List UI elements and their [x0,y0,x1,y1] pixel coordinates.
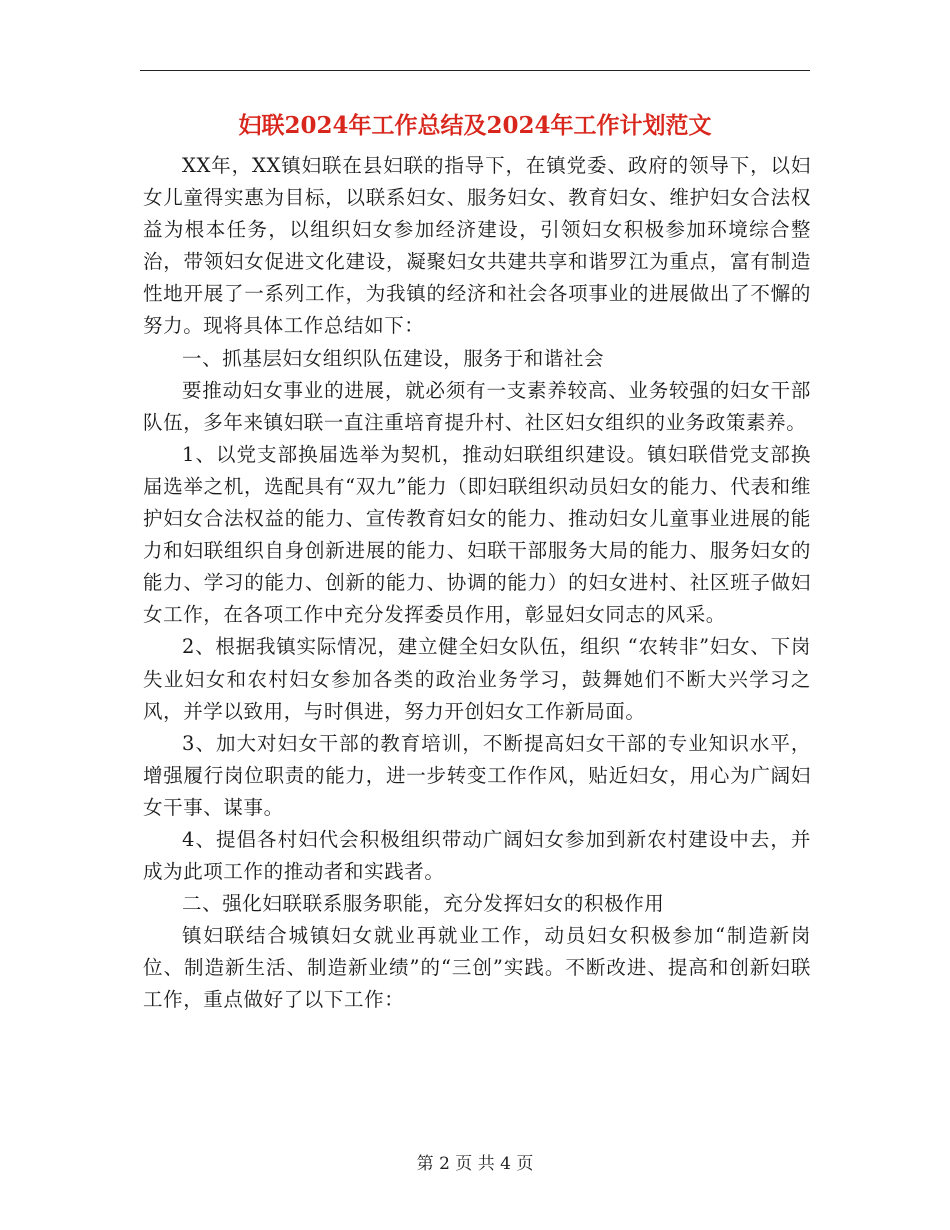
paragraph-item-1: 1、以党支部换届选举为契机，推动妇联组织建设。镇妇联借党支部换届选举之机，选配具有“双九”能力（即妇联组织动员妇女的能力、代表和维护妇女合法权益的能力、宣传教育妇女的能力、推动妇女儿童事业进展的能力和妇联组织自身创新进展的能力、妇联干部服务大局的能力、服务妇女的能力、学习的能力、创新的能力、协调的能力）的妇女进村、社区班子做妇女工作，在各项工作中充分发挥委员作用，彰显妇女同志的风采。 [143,442,811,627]
paragraph-intro: XX年，XX镇妇联在县妇联的指导下，在镇党委、政府的领导下，以妇女儿童得实惠为目标，以联系妇女、服务妇女、教育妇女、维护妇女合法权益为根本任务，以组织妇女参加经济建设，引领妇女积极参加环境综合整治，带领妇女促进文化建设，凝聚妇女共建共享和谐罗江为重点，富有制造性地开展了一系列工作，为我镇的经济和社会各项事业的进展做出了不懈的努力。现将具体工作总结如下： [143,154,811,338]
paragraph-item-4: 4、提倡各村妇代会积极组织带动广阔妇女参加到新农村建设中去，并成为此项工作的推动者和实践者。 [143,827,811,884]
paragraph-item-3: 3、加大对妇女干部的教育培训，不断提高妇女干部的专业知识水平，增强履行岗位职责的能力，进一步转变工作作风，贴近妇女，用心为广阔妇女干事、谋事。 [143,731,811,819]
section-heading-2: 二、强化妇联联系服务职能，充分发挥妇女的积极作用 [182,892,665,916]
paragraph-section-1-intro: 要推动妇女事业的进展，就必须有一支素养较高、业务较强的妇女干部队伍，多年来镇妇联一直注重培育提升村、社区妇女组织的业务政策素养。 [143,378,811,434]
paragraph-item-2: 2、根据我镇实际情况，建立健全妇女队伍，组织 “农转非”妇女、下岗失业妇女和农村妇女参加各类的政治业务学习，鼓舞她们不断大兴学习之风，并学以致用，与时俱进，努力开创妇女工作新局面。 [143,635,811,723]
document-title: 妇联2024年工作总结及2024年工作计划范文 [238,112,712,139]
header-rule [140,70,810,71]
document-body [143,150,811,1017]
paragraph-section-2-intro: 镇妇联结合城镇妇女就业再就业工作，动员妇女积极参加“制造新岗位、制造新生活、制造新业绩”的“三创”实践。不断改进、提高和创新妇联工作，重点做好了以下工作： [143,924,811,1012]
page-number-footer: 第 2 页 共 4 页 [416,1154,534,1174]
section-heading-1: 一、抓基层妇女组织队伍建设，服务于和谐社会 [182,346,605,370]
